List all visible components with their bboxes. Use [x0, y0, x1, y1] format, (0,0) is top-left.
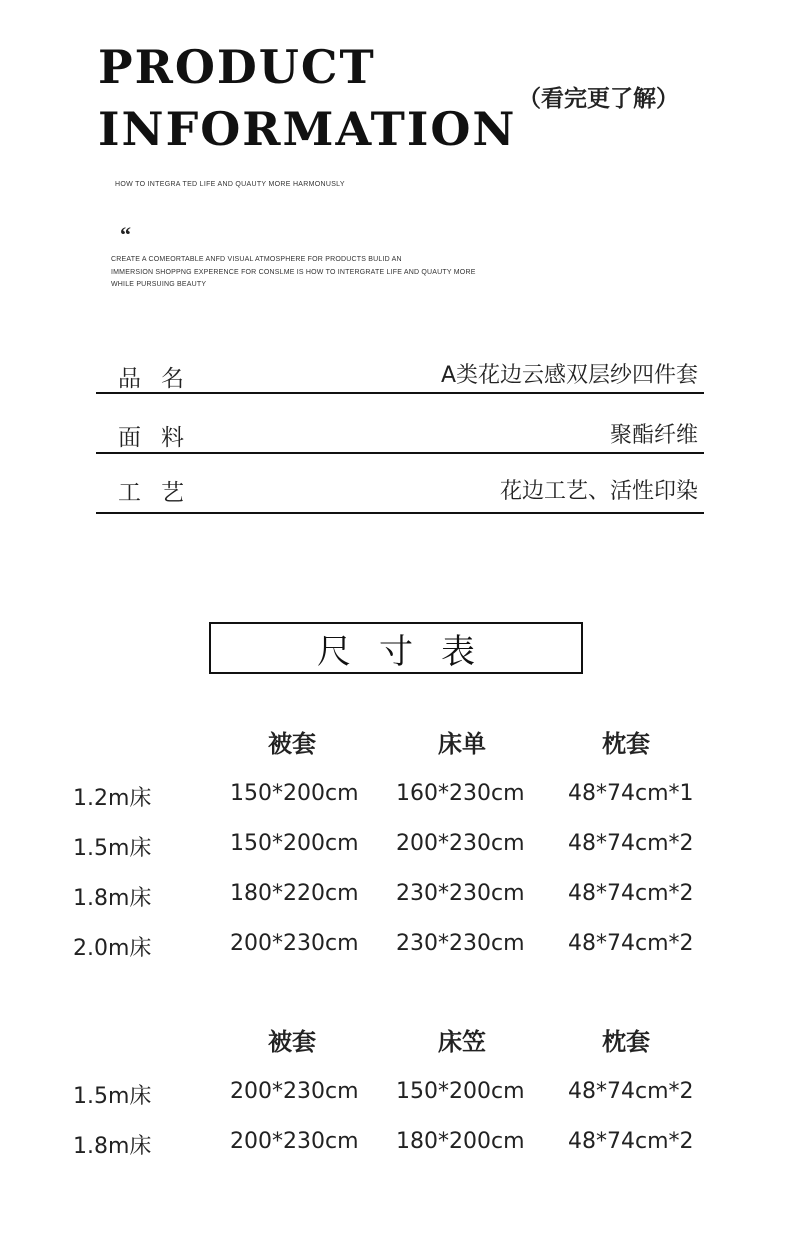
info-value: A类花边云感双层纱四件套 — [440, 363, 698, 388]
info-value: 花边工艺、活性印染 — [499, 479, 698, 504]
table-row — [0, 881, 790, 911]
size-chart-title: 尺寸表 — [317, 631, 503, 672]
bed-size: 1.5m床 — [73, 836, 152, 861]
column-header: 枕套 — [602, 730, 650, 758]
column-header: 被套 — [268, 730, 316, 758]
duvet-size: 150*200cm — [230, 831, 359, 856]
fitted-sheet-size: 180*200cm — [396, 1129, 525, 1154]
info-label: 品名 — [118, 366, 204, 392]
bed-size: 1.8m床 — [73, 1134, 152, 1159]
bed-size: 1.8m床 — [73, 886, 152, 911]
table-row — [0, 1129, 790, 1159]
info-row-fabric — [96, 408, 704, 466]
intro-paragraph-line: WHILE PURSUING BEAUTY — [111, 281, 207, 288]
duvet-size: 150*200cm — [230, 781, 359, 806]
sheet-size: 200*230cm — [396, 831, 525, 856]
divider — [96, 452, 704, 454]
column-header: 枕套 — [602, 1028, 650, 1056]
table-row — [0, 831, 790, 861]
intro-paragraph-line: CREATE A COMEORTABLE ANFD VISUAL ATMOSPHERE FOR PRODUCTS BULID AN — [111, 256, 402, 263]
info-row-name — [96, 350, 704, 408]
read-more-note: （看完更了解） — [518, 85, 679, 112]
divider — [96, 512, 704, 514]
bed-size: 2.0m床 — [73, 936, 152, 961]
pillowcase-size: 48*74cm*2 — [568, 1129, 694, 1154]
pillowcase-size: 48*74cm*2 — [568, 881, 694, 906]
bed-size: 1.5m床 — [73, 1084, 152, 1109]
divider — [96, 392, 704, 394]
sheet-size: 230*230cm — [396, 931, 525, 956]
pillowcase-size: 48*74cm*2 — [568, 931, 694, 956]
table-row — [0, 781, 790, 811]
intro-paragraph — [111, 254, 531, 292]
info-label: 工艺 — [118, 480, 204, 506]
quote-mark: “ — [120, 222, 131, 247]
table-row — [0, 931, 790, 961]
info-label: 面料 — [118, 425, 204, 451]
title-line-1: PRODUCT — [98, 40, 376, 94]
duvet-size: 200*230cm — [230, 1079, 359, 1104]
duvet-size: 200*230cm — [230, 931, 359, 956]
fitted-sheet-size: 150*200cm — [396, 1079, 525, 1104]
column-header: 被套 — [268, 1028, 316, 1056]
bed-size: 1.2m床 — [73, 786, 152, 811]
pillowcase-size: 48*74cm*2 — [568, 831, 694, 856]
column-header: 床笠 — [438, 1028, 486, 1056]
intro-paragraph-line: IMMERSION SHOPPNG EXPERENCE FOR CONSLME IS HOW TO INTERGRATE LIFE AND QUAUTY MORE — [111, 268, 476, 276]
title-line-2: INFORMATION — [98, 102, 517, 156]
duvet-size: 200*230cm — [230, 1129, 359, 1154]
column-header: 床单 — [438, 730, 486, 758]
pillowcase-size: 48*74cm*1 — [568, 781, 694, 806]
table-row — [0, 1079, 790, 1109]
sheet-size: 160*230cm — [396, 781, 525, 806]
info-value: 聚酯纤维 — [609, 423, 698, 448]
info-row-craft — [96, 466, 704, 524]
size-chart-title-box — [209, 622, 583, 674]
sheet-size: 230*230cm — [396, 881, 525, 906]
tagline: HOW TO INTEGRA TED LIFE AND QUAUTY MORE HARMONUSLY — [115, 181, 345, 188]
duvet-size: 180*220cm — [230, 881, 359, 906]
pillowcase-size: 48*74cm*2 — [568, 1079, 694, 1104]
